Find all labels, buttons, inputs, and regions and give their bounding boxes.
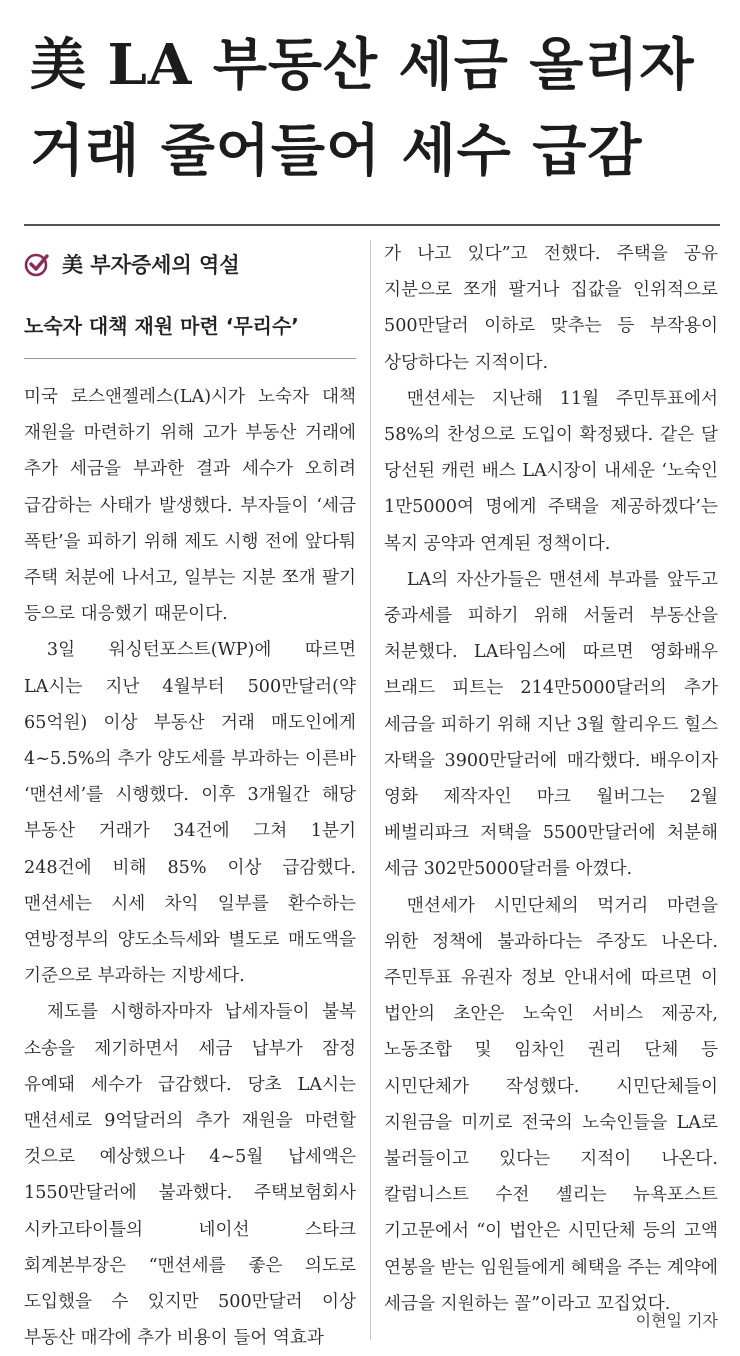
subtitle: 노숙자 대책 재원 마련 ‘무리수’: [24, 314, 299, 338]
article-column-right: [384, 236, 718, 1322]
paragraph: 맨션세가 시민단체의 먹거리 마련을 위한 정책에 불과하다는 주장도 나온다. 주민투표 유권자 정보 안내서에 따르면 이 법안의 초안은 노숙인 서비스 제공자, 노동조합 및 임차인 권리 단체 등 시민단체가 작성했다. 시민단체들이 지원금을 미끼로 전국의 노숙인들을 LA로 불러들이고 있다는 지적이 나온다. 칼럼니스트 수전 셸리는 뉴욕포스트 기고문에서 “이 법안은 시민단체 등의 고액 연봉을 받는 임원들에게 혜택을 주는 계약에 세금을 지원하는 꼴”이라고 꼬집었다.: [384, 895, 718, 1314]
headline: [30, 22, 720, 194]
subtitle-rule: [24, 358, 356, 359]
section-label: [24, 236, 356, 292]
body-text-left: [24, 379, 356, 1356]
paragraph: 맨션세는 지난해 11월 주민투표에서 58%의 찬성으로 도입이 확정됐다. 같은 달 당선된 캐런 배스 LA시장이 내세운 ‘노숙인 1만5000여 명에게 주택을 제공하겠다’는 복지 공약과 연계된 정책이다.: [384, 388, 718, 554]
paragraph: 3일 워싱턴포스트(WP)에 따르면 LA시는 지난 4월부터 500만달러(약 65억원) 이상 부동산 거래 매도인에게 4~5.5%의 추가 양도세를 부과하는 이른바 ‘맨션세’를 시행했다. 이후 3개월간 해당 부동산 거래가 34건에 그쳐 1분기 248건에 비해 85% 이상 급감했다. 맨션세는 시세 차익 일부를 환수하는 연방정부의 양도소득세와 별도로 매도액을 기준으로 부과하는 지방세다.: [24, 640, 356, 987]
paragraph: 제도를 시행하자마자 납세자들이 불복 소송을 제기하면서 세금 납부가 잠정 유예돼 세수가 급감했다. 당초 LA시는 맨션세로 9억달러의 추가 재원을 마련할 것으로 예상했으나 4~5월 납세액은 1550만달러에 불과했다. 주택보험회사 시카고타이틀의 네이선 스타크 회계본부장은 “맨션세를 좋은 의도로 도입했을 수 있지만 500만달러 이상 부동산 매각에 추가 비용이 들어 역효과: [24, 1002, 356, 1349]
byline: 이현일 기자: [635, 1311, 718, 1330]
headline-line-2: 거래 줄어들어 세수 급감: [30, 118, 643, 184]
body-text-right: [384, 236, 718, 1322]
headline-line-1: 美 LA 부동산 세금 올리자: [30, 32, 695, 98]
article-column-left: [24, 236, 356, 1356]
check-circle-icon: [24, 251, 50, 277]
paragraph: LA의 자산가들은 맨션세 부과를 앞두고 중과세를 피하기 위해 서둘러 부동산을 처분했다. LA타임스에 따르면 영화배우 브래드 피트는 214만5000달러의 추가 세금을 피하기 위해 지난 3월 할리우드 힐스 자택을 3900만달러에 매각했다. 배우이자 영화 제작자인 마크 월버그는 2월 베벌리파크 저택을 5500만달러에 처분해 세금 302만5000달러를 아꼈다.: [384, 569, 718, 880]
section-label-text: 美 부자증세의 역설: [62, 253, 240, 277]
column-divider: [370, 240, 371, 1340]
headline-rule: [24, 224, 720, 226]
paragraph: 가 나고 있다”고 전했다. 주택을 공유 지분으로 쪼개 팔거나 집값을 인위적으로 500만달러 이하로 맞추는 등 부작용이 상당하다는 지적이다.: [384, 244, 718, 373]
paragraph: 미국 로스앤젤레스(LA)시가 노숙자 대책 재원을 마련하기 위해 고가 부동산 거래에 추가 세금을 부과한 결과 세수가 오히려 급감하는 사태가 발생했다. 부자들이 ‘세금 폭탄’을 피하기 위해 제도 시행 전에 앞다퉈 주택 처분에 나서고, 일부는 지분 쪼개 팔기 등으로 대응했기 때문이다.: [24, 387, 356, 625]
